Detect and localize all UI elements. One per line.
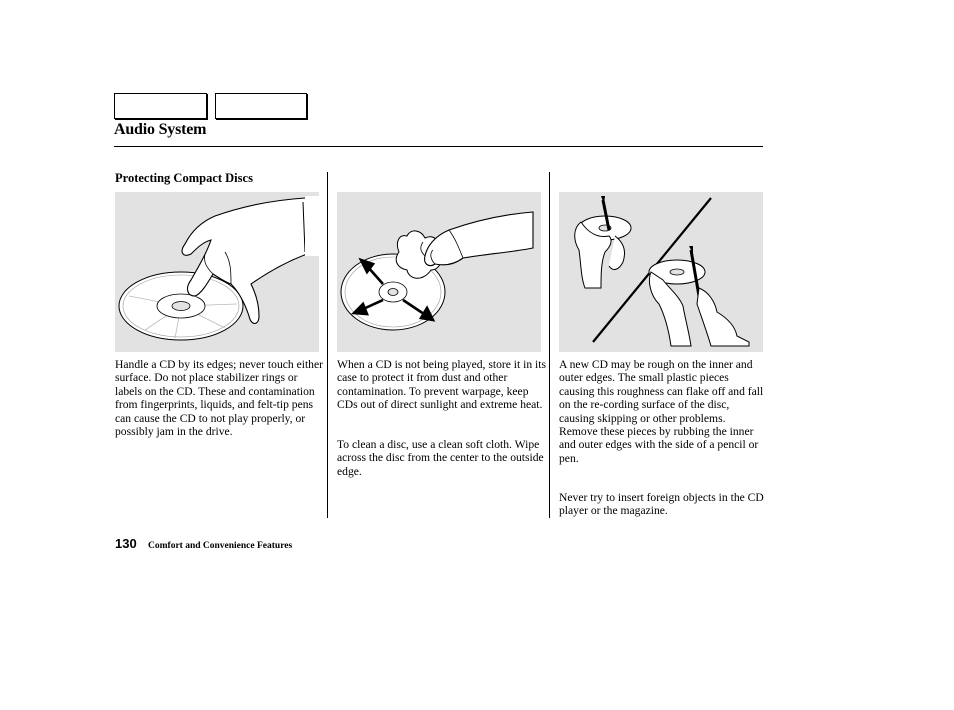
hand-holding-cd-icon [115,192,319,352]
header-tab-box-right [215,93,307,119]
illustration-rough-edges [559,192,763,352]
illustration-clean-cd [337,192,541,352]
page-title: Audio System [114,121,207,138]
header-tab-box-left [114,93,207,119]
column-3-paragraph-2: Never try to insert foreign objects in the CD player or the magazine. [559,491,764,518]
page-number: 130 [115,536,137,551]
column-2-paragraph-1: When a CD is not being played, store it in its case to protect it from dust and other contamination. To prevent warpage, keep CDs out of direct sunlight and extreme heat. [337,358,546,412]
pen-on-cd-edge-icon [559,192,763,352]
footer-section-label: Comfort and Convenience Features [148,541,293,551]
column-1-paragraph-1: Handle a CD by its edges; never touch either surface. Do not place stabilizer rings or labels on the CD. These and contamination from fingerprints, liquids, and felt-tip pens can cause the CD to not play properly, or possibly jam in the drive. [115,358,323,439]
column-3-paragraph-1: A new CD may be rough on the inner and outer edges. The small plastic pieces causing this roughness can flake off and fall on the re-cording surface of the disc, causing skipping or other problems. Remove these pieces by rubbing the inner and outer edges with the side of a pencil or pen. [559,358,764,465]
column-divider-2 [549,172,550,518]
column-divider-1 [327,172,328,518]
section-heading: Protecting Compact Discs [115,171,253,185]
column-2-paragraph-2: To clean a disc, use a clean soft cloth. Wipe across the disc from the center to the outside edge. [337,438,544,478]
illustration-handle-cd [115,192,319,352]
cloth-wiping-cd-icon [337,192,541,352]
title-rule [114,146,763,147]
